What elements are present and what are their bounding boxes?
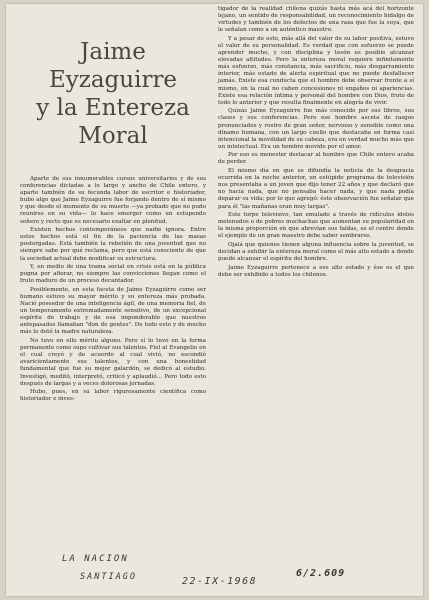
- article-paragraph: Aparte de sus innumerables cursos universitarios y de sus conferencias dictadas a lo largo y ancho de Chile entero, y aparte también de su fecunda labor de escritor e historiador, hubo algo que Jaime Eyzaguirre fue forjando dentro de sí mismo y que desde el momento de su muerte —ya probado que no pudo reunirse en su vida— lo hace emerger como un estupendo señero y recto que es necesario exaltar en plenitud.: [20, 176, 206, 225]
- article-paragraph: Este torpe televisivo, tan emulado a través de ridículos ídolos melenudos o de pobres muchachas que aumentan su popularidad en la misma proporción en que abrevian sus faldas, es el centro donde el ejemplo de un gran maestro debe saber sembrarse.: [218, 212, 414, 240]
- article-paragraph: tigador de la realidad chilena quizás hasta más acá del horizonte lejano, un sentido de responsabilidad, un reconocimiento hidalgo de virtudes y también de los defectos de una raza que fue la suya, que le señalan como a un auténtico maestro.: [218, 6, 414, 34]
- article-right-column: [218, 6, 414, 280]
- article-title: [20, 38, 206, 150]
- newspaper-clipping: [6, 4, 423, 596]
- article-paragraph: Quizás Jaime Eyzaguirre fue más conocido por sus libros, sus clases y sus conferencias. Pero ese hombre asceta de rasgos pronunciados y rostro de gran señor, nervioso y sensible como una dínamo humana, con un largo cuello que destacaba en forma casi intencional la movilidad de su cabeza, era en verdad mucho más que un intelectual. Era un hombre movido por el amor.: [218, 108, 414, 150]
- article-paragraph: Y a pesar de esto, más allá del valor de su labor positiva, estuvo el valor de su personalidad. Es verdad que con esfuerzo se puede aprender mucho, y con disciplina y tesón es posible alcanzar elevadas altitudes. Pero la entereza moral requiere infinitamente más esfuerzo, más constancia, más sacrificio, más desgarramiento interior, más estado de alerta espiritual que no puede desfallecer jamás. Existe esa conducta que el hombre debe observar frente a sí mismo, en la cual no caben concesiones ni engaños ni apariencias. Existe esa relación íntima y personal del hombre con Dios, fruto de todo lo anterior y que resulta finalmente en alegría de vivir.: [218, 35, 414, 106]
- article-paragraph: El mismo día en que se difundía la noticia de la desgracia ocurrida en la noche anterior, un estúpido programa de televisión nos presentaba a un joven que dijo tener 22 años y que declaró que no hacía nada, que no pensaba hacer nada, y que nada podía deparar su vida; por lo que agregó: éste observación fue señalar que para él "las mañanas eran muy largas".: [218, 168, 414, 210]
- handwritten-source-note: [6, 552, 423, 596]
- title-line: Jaime Eyzaguirre: [48, 39, 178, 93]
- article-paragraph: Ojalá que quienes tienen alguna influencia sobre la juventud, se decidan a exhibir la entereza moral como el más alto estado a donde puede alcanzar el espíritu del hombre.: [218, 242, 414, 263]
- handwritten-city: SANTIAGO: [80, 572, 137, 582]
- article-paragraph: No tuvo en ello mérito alguno. Pero sí lo tuvo en la forma permanente como supo cultivar sus talentos. Fiel al Evangelio en el cual creyó y de acuerdo al cual vivió, no escondió avaricientamente sus talentos, y con una honestidad fundamental que fue su mejor galardón, se dedicó al estudio. Investigó, meditó, interpretó, criticó y aplaudió... Pero todo esto después de largas y a veces dolorosas jornadas.: [20, 338, 206, 387]
- article-paragraph: Posiblemente, en esta faceta de Jaime Eyzaguirre como ser humano estuvo su mayor mérito y su entereza más probada. Nació poseedor de una inteligencia ágil, de una memoria fiel, de un temperamento extremadamente sensitivo, de un excepcional espíritu de trabajo y de esa imponderable que nuestros antepasados llamaban "don de gentes". De todo esto y de mucho más lo dotó la madre naturaleza.: [20, 286, 206, 336]
- article-paragraph: Y, en medio de una trama social en crisis está en la pública pugna por afiorar, no siempre las convicciones llegan como el fruto maduro de un proceso decantador.: [20, 264, 206, 285]
- handwritten-date: 22-IX-1968: [182, 576, 258, 587]
- title-line: y la Entereza: [36, 95, 190, 121]
- handwritten-reference-number: 6/2.609: [296, 568, 346, 579]
- article-paragraph: Jaime Eyzaguirre pertenece a ese alto estado y ése es el que debe ser exhibido a todos los chilenos.: [218, 264, 414, 278]
- article-paragraph: Por eso es menester destacar al hombre que Chile entero acaba de perder.: [218, 152, 414, 166]
- article-paragraph: Existen hechos contemporáneos que nadie ignora. Entre estos hechos está el fin de la paciencia de las masas postergadas. Está también la rebelión de una juventud que no siempre sabe por qué reclama, pero que está consciente de que la sociedad actual debe modificar su estructura.: [20, 227, 206, 262]
- article-paragraph: Hubo, pues, en su labor rigurosamente científica como historiador e inves-: [20, 389, 206, 403]
- title-line: Moral: [78, 123, 148, 149]
- handwritten-newspaper-name: LA NACION: [62, 554, 129, 564]
- article-left-column: [20, 10, 206, 405]
